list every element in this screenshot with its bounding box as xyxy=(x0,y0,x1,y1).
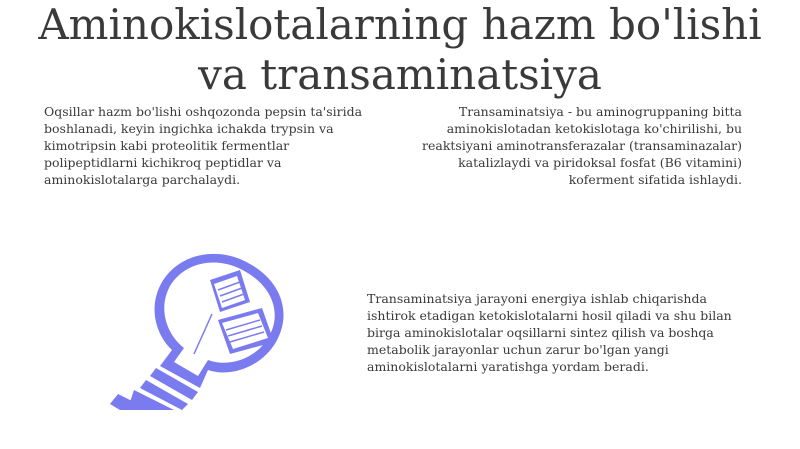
paragraph-digestion: Oqsillar hazm bo'lishi oshqozonda pepsin ta'sirida boshlanadi, keyin ingichka ichakda trypsin va kimotripsin kabi proteolitik fermentlar polipeptidlarni kichikroq peptidlar va aminokislotalarga parchalaydi. xyxy=(44,104,363,187)
paragraph-transamination: Transaminatsiya - bu aminogruppaning bitta aminokislotadan ketokislotaga ko'chirilishi, bu reaktsiyani aminotransferazalar (transaminazalar) katalizlaydi va piridoksal fosfat (B6 vitamini) koferment sifatida ishlaydi. xyxy=(422,104,742,187)
slide-title xyxy=(0,0,800,100)
title-line-1: Aminokislotalarning hazm bo'lishi xyxy=(38,0,762,49)
paragraph-energy: Transaminatsiya jarayoni energiya ishlab chiqarishda ishtirok etadigan ketokislotalarni hosil qiladi va shu bilan birga aminokislotalar oqsillarni sintez qilish va boshqa metabolik jarayonlar uchun zarur bo'lgan yangi aminokislotalarni yaratishga yordam beradi. xyxy=(367,291,732,374)
title-line-2: va transaminatsiya xyxy=(198,50,602,99)
lightbulb-book-icon xyxy=(100,250,310,410)
